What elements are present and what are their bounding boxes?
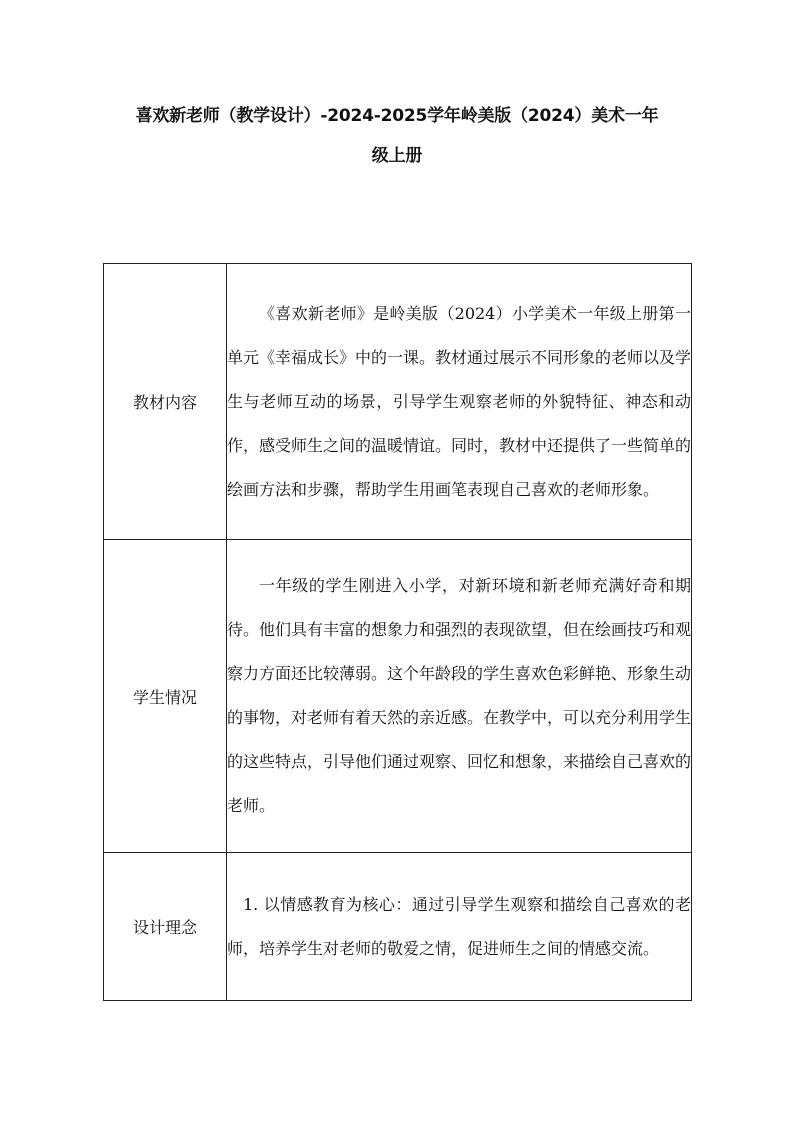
document-title xyxy=(100,96,694,176)
title-line-2: 级上册 xyxy=(371,146,423,166)
table-row xyxy=(104,853,692,1001)
row-label-design-concept: 设计理念 xyxy=(104,853,227,1001)
row-content-design-concept xyxy=(227,853,692,1001)
row-label-student-situation: 学生情况 xyxy=(104,540,227,853)
paragraph: 1. 以情感教育为核心：通过引导学生观察和描绘自己喜欢的老师，培养学生对老师的敬爱之情，促进师生之间的情感交流。 xyxy=(227,894,691,958)
row-content-textbook-content xyxy=(227,264,692,540)
paragraph: 《喜欢新老师》是岭美版（2024）小学美术一年级上册第一单元《幸福成长》中的一课。教材通过展示不同形象的老师以及学生与老师互动的场景，引导学生观察老师的外貌特征、神态和动作，感受师生之间的温暖情谊。同时，教材中还提供了一些简单的绘画方法和步骤，帮助学生用画笔表现自己喜欢的老师形象。 xyxy=(227,303,692,499)
table-row xyxy=(104,264,692,540)
row-label-textbook-content: 教材内容 xyxy=(104,264,227,540)
title-line-1: 喜欢新老师（教学设计）-2024-2025学年岭美版（2024）美术一年 xyxy=(135,106,659,126)
table-row xyxy=(104,540,692,853)
paragraph: 一年级的学生刚进入小学，对新环境和新老师充满好奇和期待。他们具有丰富的想象力和强烈的表现欲望，但在绘画技巧和观察力方面还比较薄弱。这个年龄段的学生喜欢色彩鲜艳、形象生动的事物，对老师有着天然的亲近感。在教学中，可以充分利用学生的这些特点，引导他们通过观察、回忆和想象，来描绘自己喜欢的老师。 xyxy=(227,576,692,815)
row-content-student-situation xyxy=(227,540,692,853)
lesson-plan-table xyxy=(103,263,692,1001)
